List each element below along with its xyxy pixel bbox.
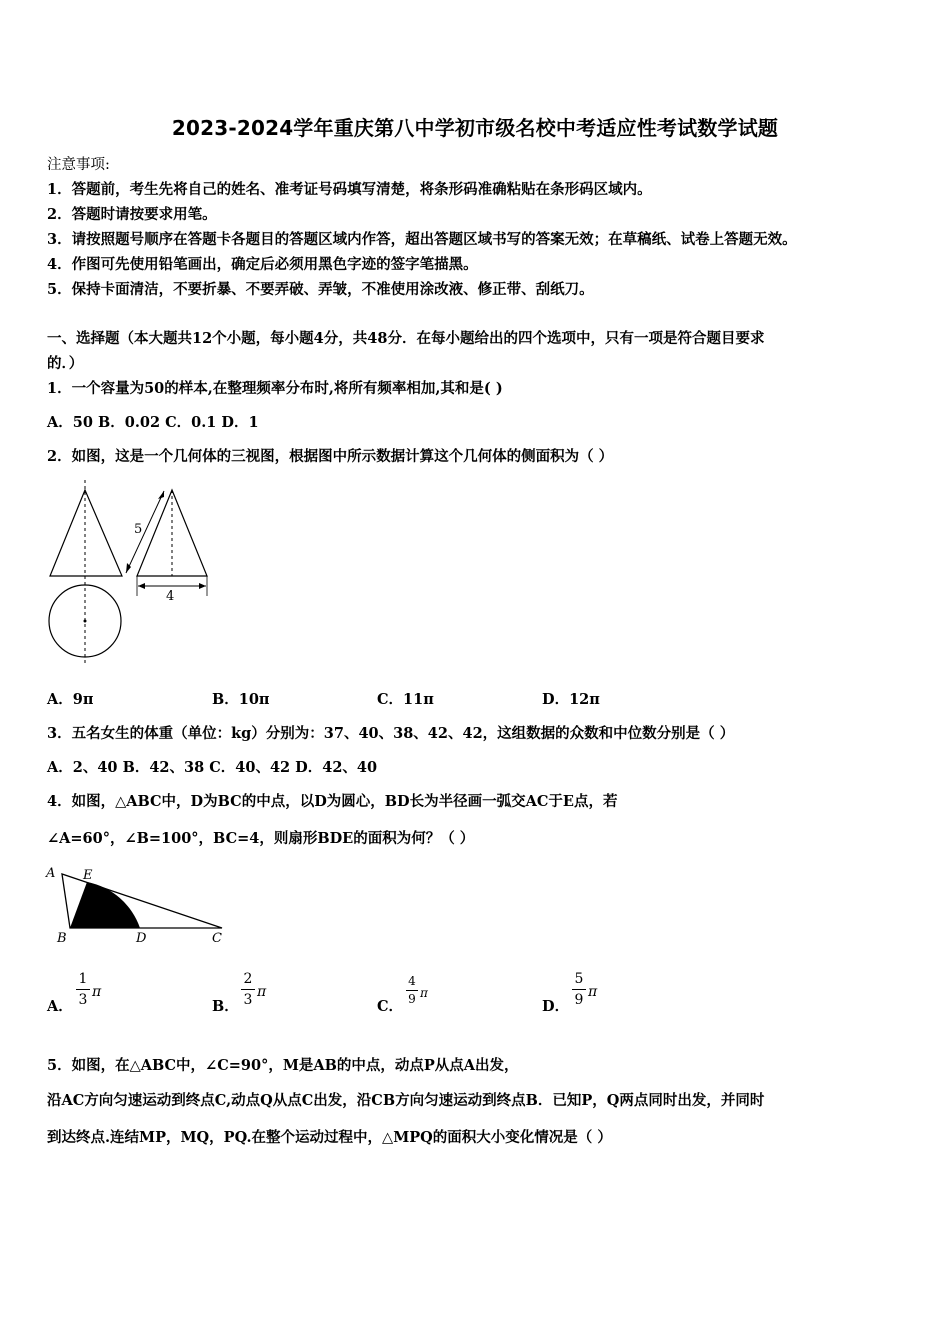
q2-option-b: B．10π <box>212 691 270 708</box>
note-item: 1．答题前，考生先将自己的姓名、准考证号码填写清楚，将条形码准确粘贴在条形码区域内。 <box>47 181 652 198</box>
q1-options: A．50 B．0.02 C．0.1 D．1 <box>47 414 259 431</box>
q2-three-view-figure <box>40 478 220 668</box>
notes-heading: 注意事项: <box>47 157 110 173</box>
q4-option-c-pi: π <box>420 986 428 1000</box>
q4-option-b-label: B． <box>212 998 239 1015</box>
q2-option-d: D．12π <box>542 691 600 708</box>
q3-options: A．2、40 B．42、38 C．40、42 D．42、40 <box>47 759 378 776</box>
q5-stem-cont: 到达终点.连结MP，MQ，PQ.在整个运动过程中，△MPQ的面积大小变化情况是（ ） <box>47 1129 612 1146</box>
note-item: 3．请按照题号顺序在答题卡各题目的答题区域内作答，超出答题区域书写的答案无效；在草稿纸、试卷上答题无效。 <box>47 231 797 248</box>
label-e: E <box>83 868 93 883</box>
q5-stem-cont: 沿AC方向匀速运动到终点C,动点Q从点C出发，沿CB方向匀速运动到终点B．已知P，Q两点同时出发，并同时 <box>47 1092 765 1109</box>
label-c: C <box>212 931 222 946</box>
q1-stem: 1．一个容量为50的样本,在整理频率分布时,将所有频率相加,其和是( ) <box>47 380 503 397</box>
q4-option-a-fraction: 1 3 <box>76 970 90 1009</box>
q4-option-d-fraction: 5 9 <box>572 970 586 1009</box>
q5-stem: 5．如图，在△ABC中，∠C=90°，M是AB的中点，动点P从点A出发， <box>47 1057 519 1074</box>
base-label: 4 <box>166 589 175 604</box>
q4-stem: 4．如图，△ABC中，D为BC的中点，以D为圆心，BD长为半径画一弧交AC于E点，若 <box>47 793 618 810</box>
q4-option-a-label: A． <box>47 998 73 1015</box>
note-item: 2．答题时请按要求用笔。 <box>47 206 217 223</box>
q4-option-b-pi: π <box>257 984 267 1000</box>
section-heading: 一、选择题（本大题共12个小题，每小题4分，共48分．在每小题给出的四个选项中，只有一项是符合题目要求 <box>47 330 765 347</box>
q4-option-d-label: D． <box>542 998 570 1015</box>
page-title: 2023-2024学年重庆第八中学初市级名校中考适应性考试数学试题 <box>171 116 779 140</box>
slant-dimension <box>126 491 164 573</box>
label-b: B <box>57 931 67 946</box>
section-heading-cont: 的．） <box>47 355 84 372</box>
q4-option-a-pi: π <box>92 984 102 1000</box>
label-d: D <box>136 931 147 946</box>
note-item: 4．作图可先使用铅笔画出，确定后必须用黑色字迹的签字笔描黑。 <box>47 256 478 273</box>
q2-option-a: A．9π <box>47 691 94 708</box>
note-item: 5．保持卡面清洁，不要折暴、不要弄破、弄皱，不准使用涂改液、修正带、刮纸刀。 <box>47 281 594 298</box>
slant-label: 5 <box>134 522 143 537</box>
q4-option-b-fraction: 2 3 <box>241 970 255 1009</box>
q4-stem-cont: ∠A=60°，∠B=100°，BC=4，则扇形BDE的面积为何？（ ） <box>47 830 475 847</box>
q4-option-d-pi: π <box>588 984 598 1000</box>
q4-triangle-figure <box>40 860 240 950</box>
q4-option-c-label: C． <box>377 998 404 1015</box>
q3-stem: 3．五名女生的体重（单位：kg）分别为：37、40、38、42、42，这组数据的众数和中位数分别是（ ） <box>47 725 735 742</box>
q2-option-c: C．11π <box>377 691 434 708</box>
q4-option-c-fraction: 4 9 <box>406 974 418 1007</box>
q2-stem: 2．如图，这是一个几何体的三视图，根据图中所示数据计算这个几何体的侧面积为（ ） <box>47 448 614 465</box>
label-a: A <box>46 866 56 881</box>
front-view-triangle <box>50 490 122 576</box>
